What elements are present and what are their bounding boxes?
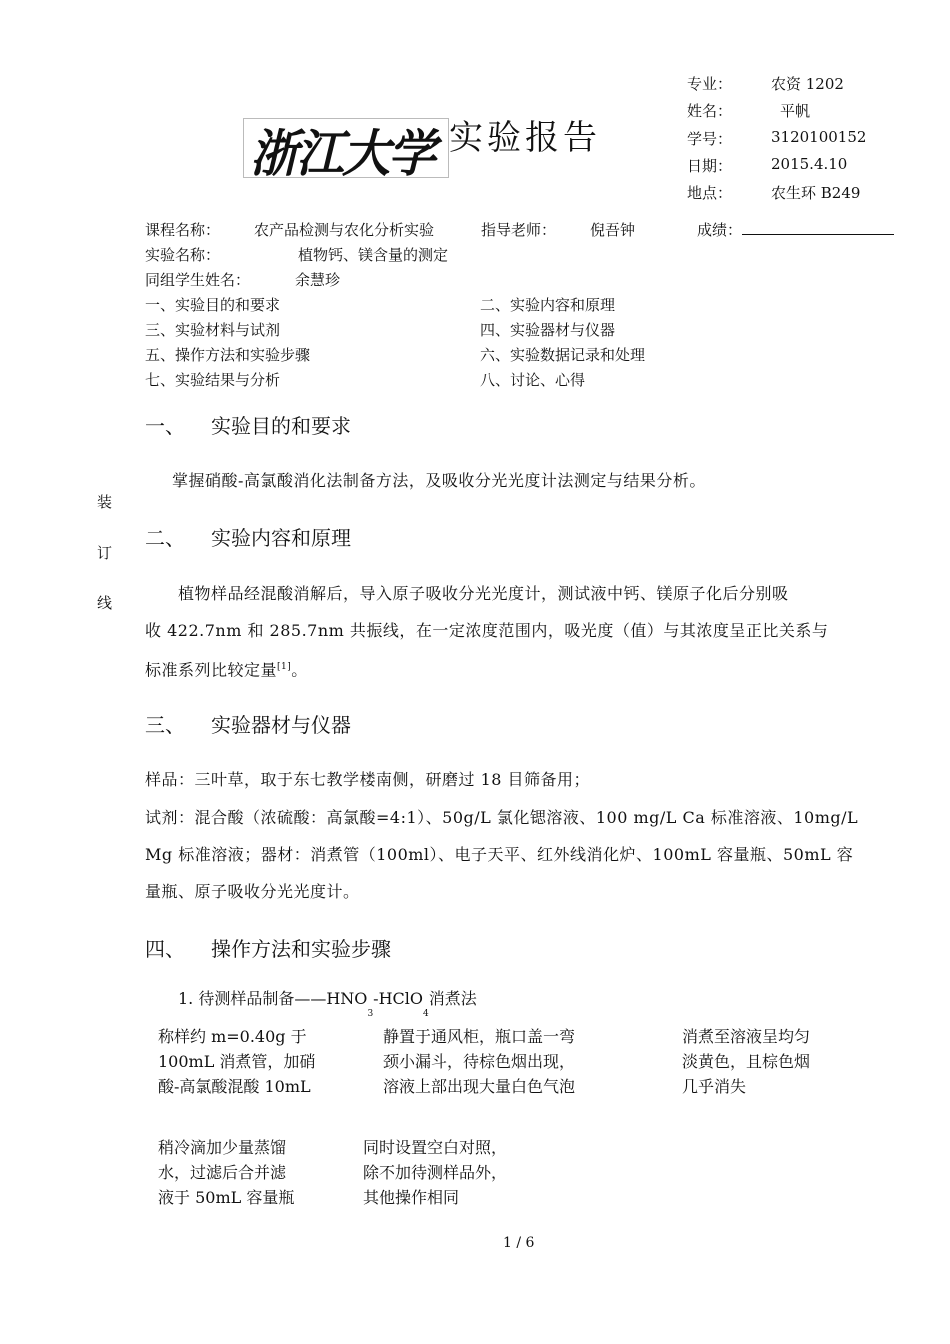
experiment-value: 植物钙、镁含量的测定 [298,246,449,264]
flow-line: 除不加待测样品外， [363,1163,508,1182]
toc-item: 二、实验内容和原理 [480,296,616,314]
section-number: 一、 [145,414,185,438]
flow-box-1 [158,1024,315,1099]
course-value: 农产品检测与农化分析实验 [254,221,435,239]
flow-box-3 [682,1024,810,1099]
section-title: 实验内容和原理 [211,526,351,550]
step-heading [178,986,477,1019]
meta-label-location: 地点： [687,184,733,202]
logo-text: 浙江大学 [250,124,435,178]
section-title: 实验目的和要求 [211,414,351,438]
paragraph: 掌握硝酸-高氯酸消化法制备方法，及吸收分光光度计法测定与结果分析。 [172,471,706,490]
grade-blank [742,220,894,235]
university-logo [243,118,449,178]
meta-label-date: 日期： [687,157,733,175]
paragraph-line: 量瓶、原子吸收分光光度计。 [145,882,360,901]
paragraph-line: 试剂：混合酸（浓硫酸：高氯酸=4:1）、50g/L 氯化锶溶液、100 mg/L Ca 标准溶液、10mg/L [145,808,859,827]
flow-line: 几乎消失 [682,1077,747,1096]
toc-item: 四、实验器材与仪器 [480,321,616,339]
toc-item: 七、实验结果与分析 [145,371,281,389]
flow-line: 颈小漏斗，待棕色烟出现， [383,1052,576,1071]
subscript: 4 [423,1009,429,1019]
flow-line: 水，过滤后合并滤 [158,1163,287,1182]
section-number: 四、 [145,937,185,961]
section-title: 操作方法和实验步骤 [211,937,391,961]
flow-line: 消煮至溶液呈均匀 [682,1027,811,1046]
flow-line: 静置于通风柜，瓶口盖一弯 [383,1027,576,1046]
meta-value-major: 农资 1202 [771,75,844,93]
group-value: 余慧珍 [295,271,341,289]
flow-line: 溶液上部出现大量白色气泡 [383,1077,576,1096]
binding-mark: 装 [97,493,113,511]
paragraph-text: 。 [291,660,308,680]
flow-line: 其他操作相同 [363,1188,460,1207]
toc-item: 六、实验数据记录和处理 [480,346,646,364]
experiment-label: 实验名称： [145,246,221,264]
flow-box-5 [363,1135,507,1210]
meta-value-id: 3120100152 [771,128,867,146]
step-text: 1. 待测样品制备——HNO [178,989,368,1008]
meta-value-date: 2015.4.10 [771,155,848,173]
meta-value-location: 农生环 B249 [771,184,861,202]
binding-mark: 订 [97,544,113,562]
paragraph-text: 标准系列比较定量 [145,660,278,680]
grade-field [697,219,894,240]
subscript: 3 [367,1009,374,1019]
page-number: 1 / 6 [503,1235,535,1251]
meta-label-major: 专业： [687,75,733,93]
toc-item: 一、实验目的和要求 [145,296,281,314]
section-number: 二、 [145,526,185,550]
meta-value-name: 平帆 [780,102,811,120]
teacher-value: 倪吾钟 [590,221,636,239]
meta-label-id: 学号： [687,130,733,148]
toc-item: 五、操作方法和实验步骤 [145,346,311,364]
paragraph-line: Mg 标准溶液；器材：消煮管（100ml）、电子天平、红外线消化炉、100mL 容量瓶、50mL 容 [145,845,854,864]
toc-item: 三、实验材料与试剂 [145,321,281,339]
flow-line: 液于 50mL 容量瓶 [158,1188,295,1207]
paragraph-line: 样品：三叶草，取于东七教学楼南侧，研磨过 18 目筛备用； [145,770,591,789]
flow-line: 淡黄色，且棕色烟 [682,1052,811,1071]
flow-line: 稍冷滴加少量蒸馏 [158,1138,287,1157]
paragraph-line: 植物样品经混酸消解后，导入原子吸收分光光度计，测试液中钙、镁原子化后分别吸 [178,584,789,603]
group-label: 同组学生姓名： [145,271,251,289]
step-text: 消煮法 [428,989,477,1008]
flow-line: 称样约 m=0.40g 于 [158,1027,307,1046]
flow-box-2 [383,1024,575,1099]
section-title: 实验器材与仪器 [211,713,351,737]
flow-box-4 [158,1135,294,1210]
toc-item: 八、讨论、心得 [480,371,586,389]
flow-line: 100mL 消煮管，加硝 [158,1052,316,1071]
paragraph-line [145,649,308,688]
grade-label: 成绩： [697,221,743,239]
flow-line: 同时设置空白对照， [363,1138,508,1157]
course-label: 课程名称： [145,221,221,239]
citation-ref: [1] [277,662,292,672]
section-number: 三、 [145,713,185,737]
binding-mark: 线 [97,594,113,612]
step-text: -HClO [373,989,424,1008]
flow-line: 酸-高氯酸混酸 10mL [158,1077,311,1096]
paragraph-line: 收 422.7nm 和 285.7nm 共振线，在一定浓度范围内，吸光度（值）与其浓度呈正比关系与 [145,621,829,640]
meta-label-name: 姓名： [687,102,733,120]
report-title: 实验报告 [449,118,601,158]
teacher-label: 指导老师： [481,221,557,239]
